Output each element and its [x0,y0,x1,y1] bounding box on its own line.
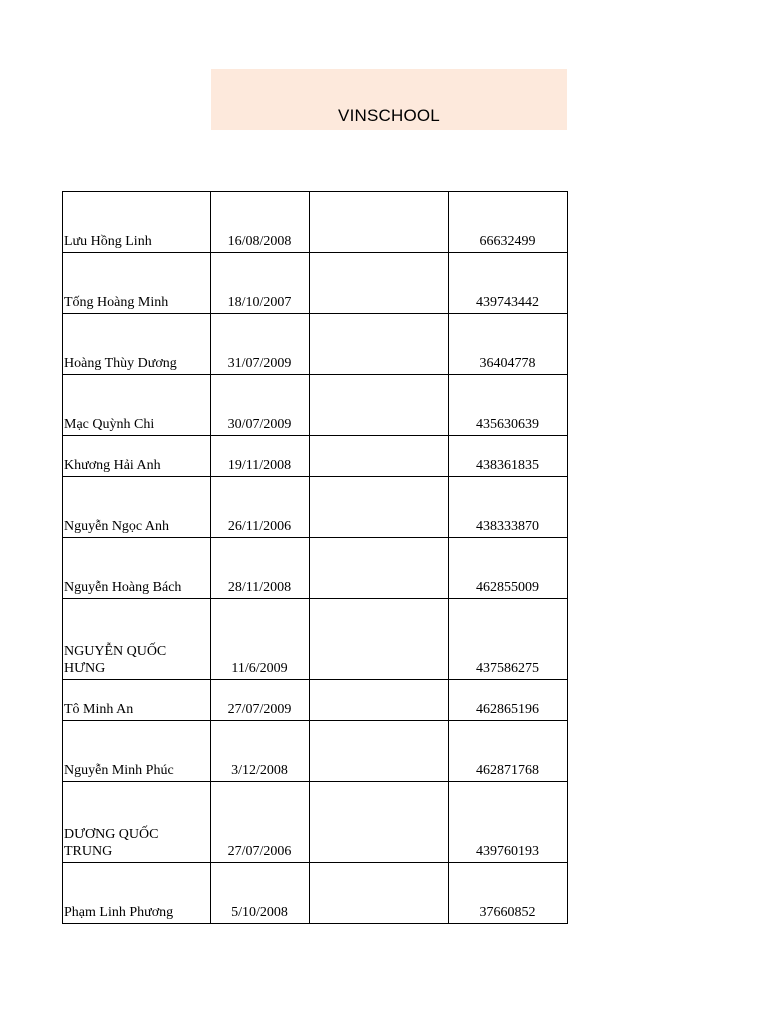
empty-cell [310,477,449,538]
phone-cell: 66632499 [449,192,568,253]
birth-date-cell: 5/10/2008 [211,863,310,924]
table-row [63,782,568,863]
birth-date-cell: 27/07/2006 [211,782,310,863]
table-row [63,314,568,375]
empty-cell [310,436,449,477]
student-table [62,191,568,924]
student-name-cell: Tô Minh An [63,680,211,721]
phone-cell: 462855009 [449,538,568,599]
empty-cell [310,375,449,436]
table-row [63,477,568,538]
student-name-cell: Nguyễn Hoàng Bách [63,538,211,599]
birth-date-cell: 30/07/2009 [211,375,310,436]
birth-date-cell: 28/11/2008 [211,538,310,599]
student-name-cell: Nguyễn Minh Phúc [63,721,211,782]
phone-cell: 438333870 [449,477,568,538]
empty-cell [310,680,449,721]
student-name-cell: Nguyễn Ngọc Anh [63,477,211,538]
empty-cell [310,599,449,680]
title-banner [211,69,567,130]
empty-cell [310,721,449,782]
phone-cell: 462865196 [449,680,568,721]
table-row [63,436,568,477]
student-name-cell: Tống Hoàng Minh [63,253,211,314]
phone-cell: 36404778 [449,314,568,375]
student-name-cell: Phạm Linh Phương [63,863,211,924]
birth-date-cell: 16/08/2008 [211,192,310,253]
page-title: VINSCHOOL [338,106,440,125]
phone-cell: 437586275 [449,599,568,680]
empty-cell [310,253,449,314]
birth-date-cell: 11/6/2009 [211,599,310,680]
student-name-cell: Lưu Hồng Linh [63,192,211,253]
student-name-cell: DƯƠNG QUỐC TRUNG [63,782,211,863]
phone-cell: 438361835 [449,436,568,477]
table-row [63,680,568,721]
birth-date-cell: 31/07/2009 [211,314,310,375]
empty-cell [310,863,449,924]
phone-cell: 435630639 [449,375,568,436]
student-name-cell: Khương Hải Anh [63,436,211,477]
table-row [63,721,568,782]
phone-cell: 439760193 [449,782,568,863]
table-row [63,253,568,314]
empty-cell [310,314,449,375]
student-table-body [63,192,568,924]
table-row [63,599,568,680]
birth-date-cell: 19/11/2008 [211,436,310,477]
birth-date-cell: 18/10/2007 [211,253,310,314]
student-name-cell: NGUYỄN QUỐC HƯNG [63,599,211,680]
birth-date-cell: 3/12/2008 [211,721,310,782]
birth-date-cell: 26/11/2006 [211,477,310,538]
phone-cell: 37660852 [449,863,568,924]
student-name-cell: Hoàng Thùy Dương [63,314,211,375]
table-row [63,192,568,253]
phone-cell: 439743442 [449,253,568,314]
table-row [63,538,568,599]
empty-cell [310,192,449,253]
birth-date-cell: 27/07/2009 [211,680,310,721]
phone-cell: 462871768 [449,721,568,782]
student-name-cell: Mạc Quỳnh Chi [63,375,211,436]
table-row [63,863,568,924]
table-row [63,375,568,436]
empty-cell [310,538,449,599]
empty-cell [310,782,449,863]
